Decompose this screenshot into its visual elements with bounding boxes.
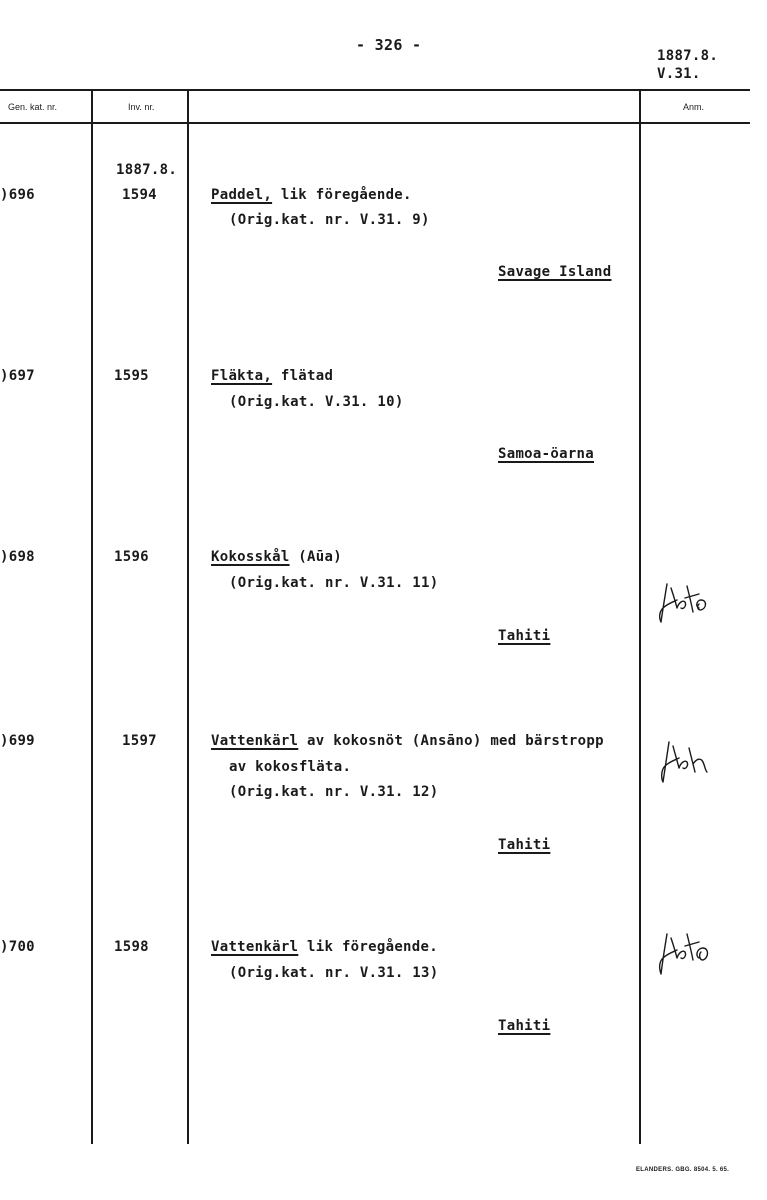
provenance-place: Savage Island: [498, 264, 612, 280]
entry-text: lik föregående.: [298, 939, 438, 955]
gen-kat-number: )699: [0, 733, 35, 749]
page-number: - 326 -: [356, 36, 422, 54]
inv-series-header: 1887.8.: [116, 162, 178, 178]
provenance-place: Samoa-öarna: [498, 446, 595, 462]
provenance-place: Tahiti: [498, 628, 551, 644]
entry-text: (Aūa): [289, 549, 342, 565]
column-header-anm: Anm.: [683, 102, 705, 112]
handwritten-foto-signature: [655, 928, 715, 976]
inv-number: 1596: [114, 549, 149, 565]
orig-kat-reference: (Orig.kat. V.31. 10): [229, 394, 404, 410]
entry-description: [211, 733, 604, 749]
catalog-series: V.31.: [657, 66, 701, 82]
entry-text: av kokosnöt (Ansāno) med bärstropp: [298, 733, 604, 749]
handwritten-foto-signature: [655, 738, 715, 786]
catalog-date: 1887.8.: [657, 48, 719, 64]
inv-number: 1595: [114, 368, 149, 384]
gen-kat-number: )698: [0, 549, 35, 565]
entry-title: Vattenkärl: [211, 939, 299, 955]
entry-description: [211, 549, 342, 565]
entry-text: lik föregående.: [272, 187, 412, 203]
orig-kat-reference: (Orig.kat. nr. V.31. 9): [229, 212, 430, 228]
inv-number: 1598: [114, 939, 149, 955]
entry-title: Paddel,: [211, 187, 273, 203]
provenance-place: Tahiti: [498, 1018, 551, 1034]
entry-text: flätad: [272, 368, 334, 384]
column-divider-3: [639, 89, 641, 1144]
inv-number: 1597: [122, 733, 157, 749]
entry-title: Fläkta,: [211, 368, 273, 384]
orig-kat-reference: (Orig.kat. nr. V.31. 12): [229, 784, 439, 800]
printer-imprint: ELANDERS. GBG. 8504. 5. 65.: [636, 1167, 730, 1173]
column-divider-1: [91, 89, 93, 1144]
entry-title: Kokosskål: [211, 549, 290, 565]
entry-description: [211, 368, 333, 384]
entry-description: [211, 939, 438, 955]
column-header-inv: Inv. nr.: [128, 102, 155, 112]
column-divider-2: [187, 89, 189, 1144]
table-top-rule: [0, 89, 750, 91]
table-header-rule: [0, 122, 750, 124]
inv-number: 1594: [122, 187, 157, 203]
orig-kat-reference: (Orig.kat. nr. V.31. 13): [229, 965, 439, 981]
gen-kat-number: )696: [0, 187, 35, 203]
gen-kat-number: )697: [0, 368, 35, 384]
entry-title: Vattenkärl: [211, 733, 299, 749]
handwritten-foto-signature: [655, 578, 715, 626]
gen-kat-number: )700: [0, 939, 35, 955]
orig-kat-reference: (Orig.kat. nr. V.31. 11): [229, 575, 439, 591]
entry-description: [211, 187, 412, 203]
entry-description-continued: av kokosfläta.: [229, 759, 352, 775]
column-header-gen-kat: Gen. kat. nr.: [8, 102, 58, 112]
provenance-place: Tahiti: [498, 837, 551, 853]
